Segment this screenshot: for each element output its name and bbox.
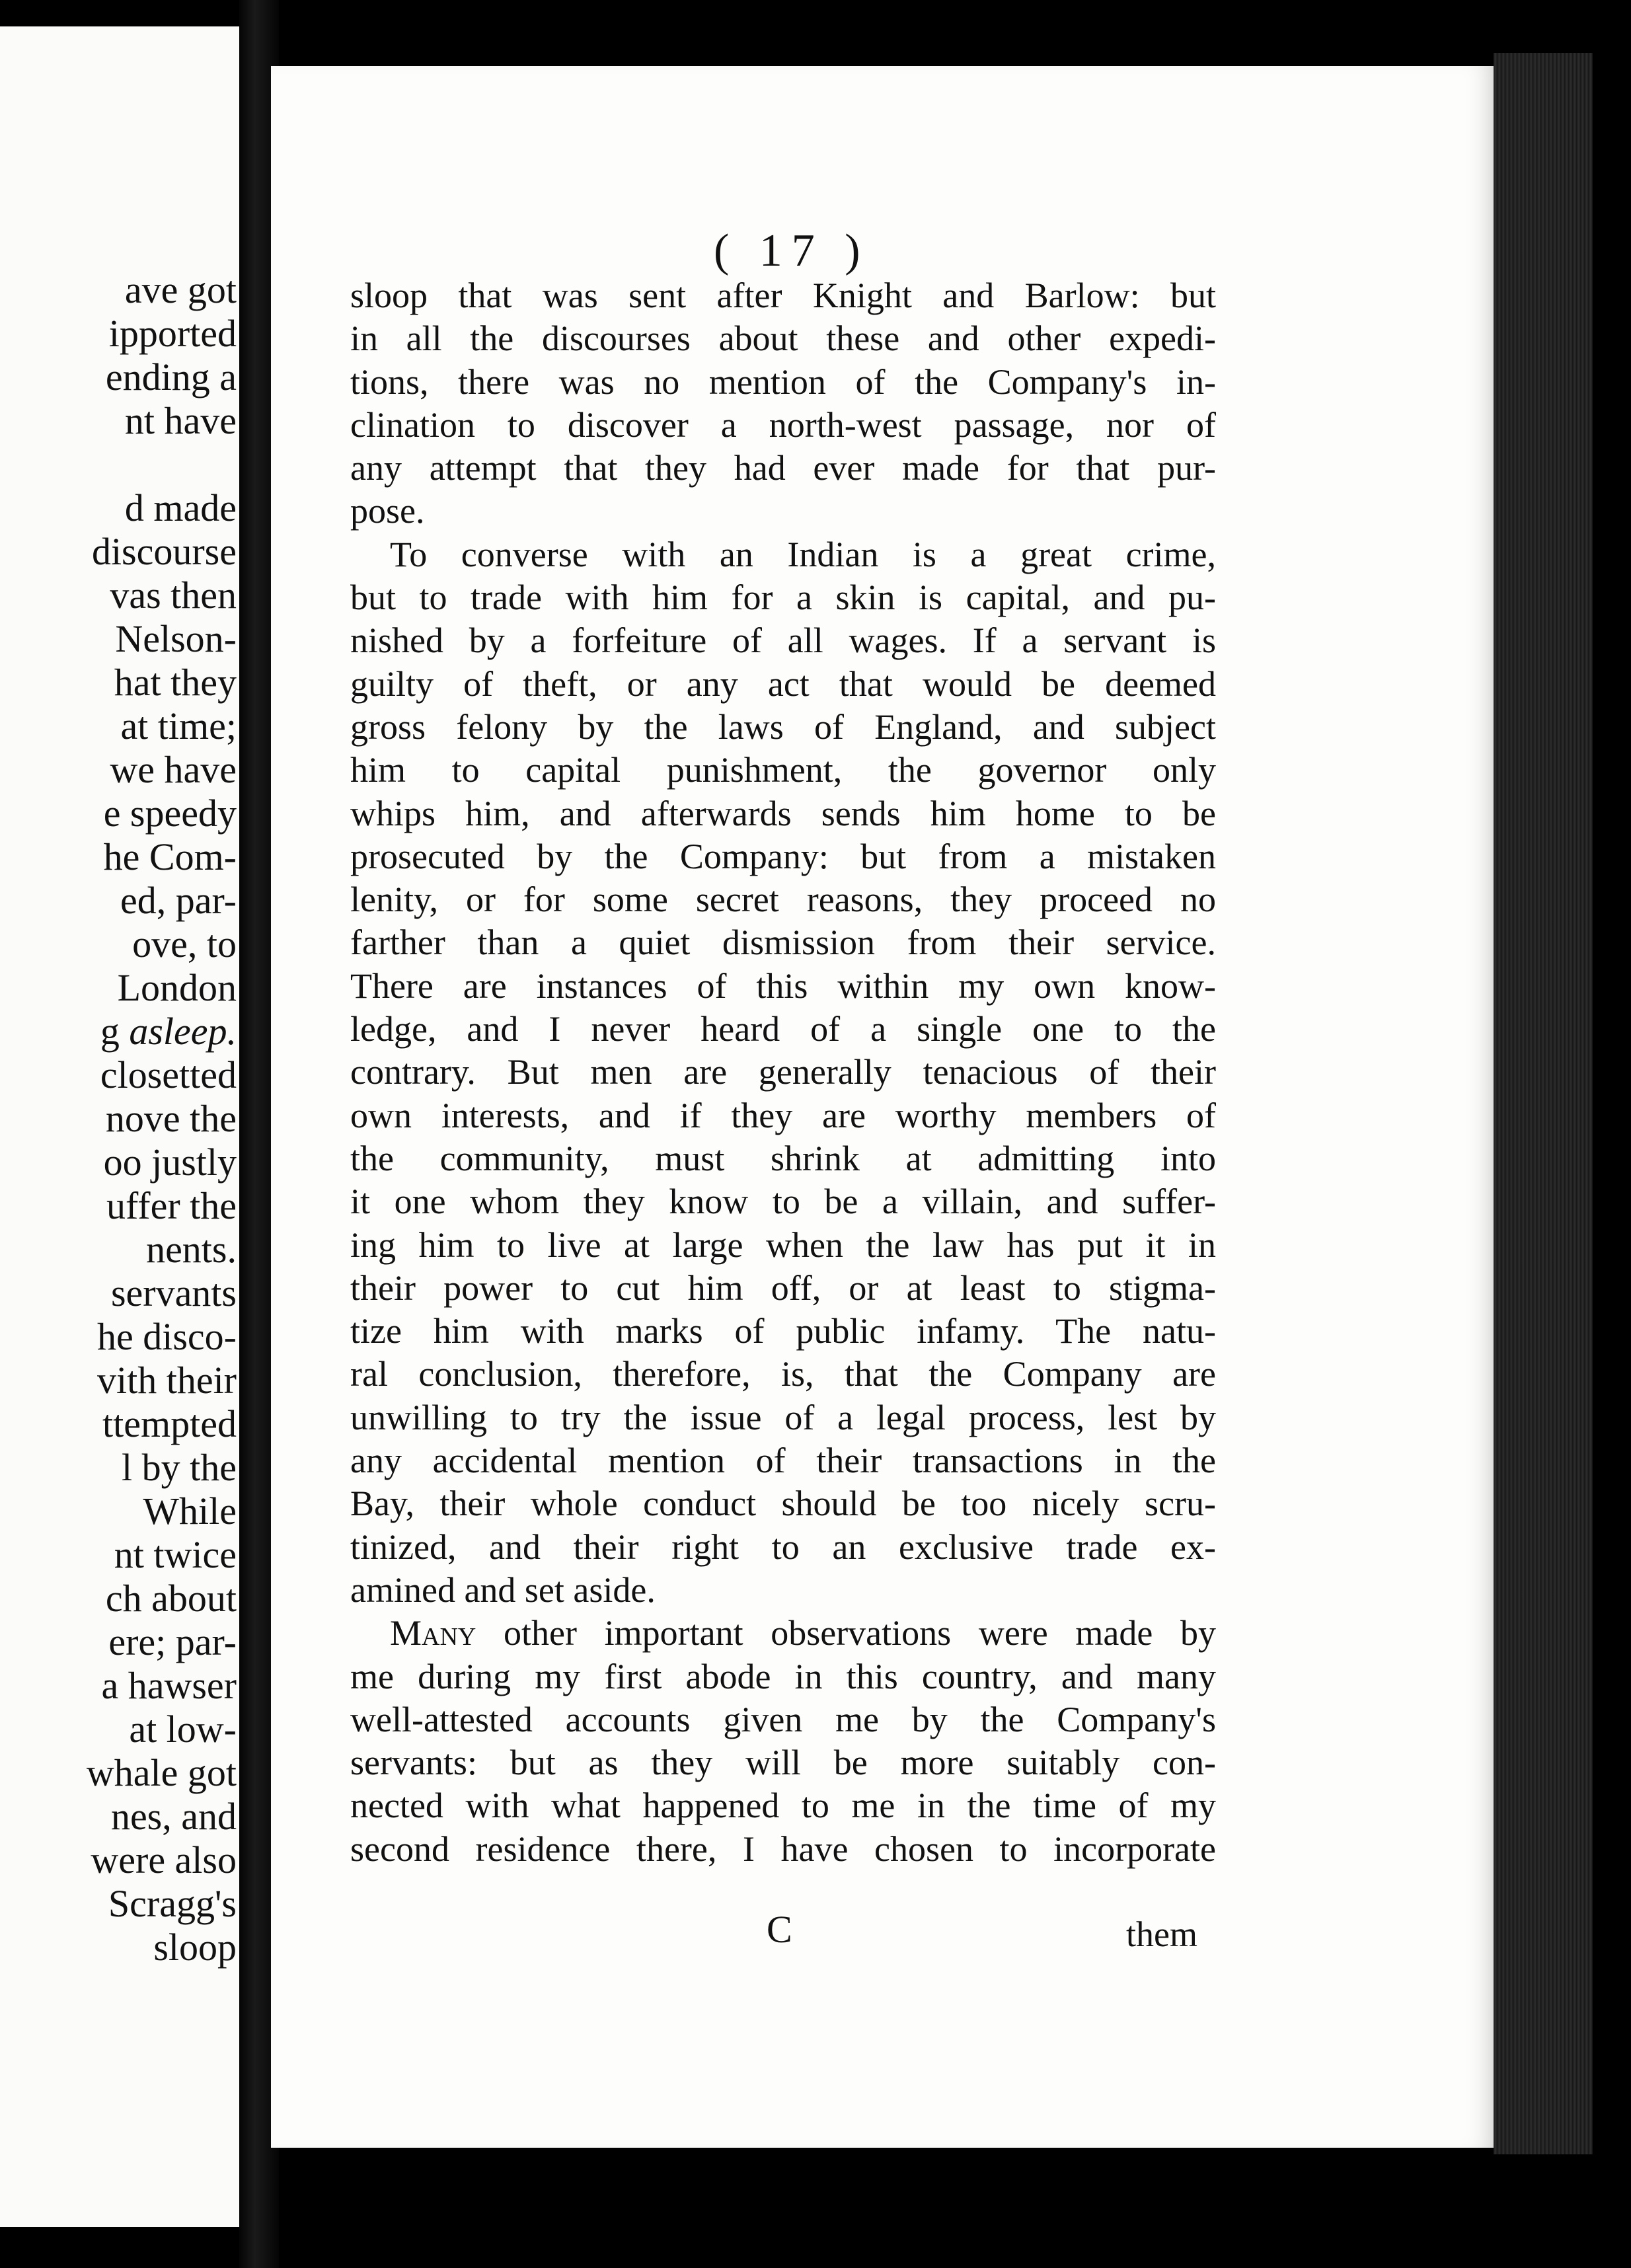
left-text-fragment: at low- [129,1708,237,1751]
text-line: clination to discover a north-west passage, nor of [350,404,1216,445]
text-line: servants: but as they will be more suitably con- [350,1743,1216,1783]
left-text-fragment: at time; [120,704,237,747]
left-text-fragment: oo justly [103,1141,237,1184]
text-line: lenity, or for some secret reasons, they proceed no [350,880,1216,920]
page-number: ( 17 ) [714,225,870,276]
left-text-fragment: l by the [122,1446,237,1489]
left-text-fragment: g asleep. [100,1010,237,1053]
left-text-fragment: ipported [108,312,237,355]
text-line: prosecuted by the Company: but from a mistaken [350,836,1216,876]
text-line: ledge, and I never heard of a single one to the [350,1009,1216,1049]
body-text [350,274,1216,1871]
text-line: in all the discourses about these and other expedi- [350,319,1216,359]
left-text-fragment: ttempted [102,1402,237,1445]
left-text-fragment: vith their [96,1359,237,1402]
text-line: ral conclusion, therefore, is, that the Company are [350,1354,1216,1394]
left-text-fragment: closetted [100,1053,237,1096]
left-text-fragment: nt have [124,399,237,442]
italic-word: asleep. [129,1010,237,1053]
text-line: There are instances of this within my own know- [350,965,1216,1006]
left-page [0,26,243,2227]
left-text-fragment: were also [91,1838,237,1881]
left-text-fragment: nove the [105,1097,237,1140]
text-line: To converse with an Indian is a great crime, [390,534,1216,574]
left-text-fragment: discourse [91,530,237,573]
text-line: Many other important observations were made by [390,1613,1216,1653]
left-text-fragment: ed, par- [120,879,237,922]
left-text-fragment: Nelson- [115,617,237,660]
text-line: their power to cut him off, or at least to stigma- [350,1267,1216,1308]
page-edge [1494,53,1593,2154]
text-line: guilty of theft, or any act that would be deemed [350,663,1216,704]
left-text-fragment: ch about [105,1577,237,1620]
text-line: tions, there was no mention of the Company's in- [350,361,1216,402]
left-text-fragment: ending a [105,356,237,398]
text-line: him to capital punishment, the governor only [350,750,1216,790]
text-line: second residence there, I have chosen to incorporate [350,1829,1216,1869]
text-line: nected with what happened to me in the time of my [350,1786,1216,1826]
left-text-fragment: nes, and [110,1795,237,1838]
text-line: unwilling to try the issue of a legal process, lest by [350,1397,1216,1437]
text-line: ing him to live at large when the law has put it in [350,1225,1216,1265]
text-line: whips him, and afterwards sends him home to be [350,793,1216,833]
small-caps-word: Many [390,1613,476,1653]
text-line: tinized, and their right to an exclusive trade ex- [350,1527,1216,1567]
left-text-fragment: we have [110,748,237,791]
text-line: me during my first abode in this country, and many [350,1656,1216,1696]
left-text-fragment: d made [124,486,237,529]
left-text-fragment: ove, to [132,923,237,965]
left-text-fragment: nt twice [114,1533,237,1576]
left-text-fragment: a hawser [101,1664,237,1707]
left-text-fragment: whale got [86,1751,237,1794]
text-line: any accidental mention of their transactions in the [350,1441,1216,1481]
text-line: amined and set aside. [350,1569,656,1610]
left-text-fragment: hat they [114,661,237,704]
left-text-fragment: vas then [110,574,237,617]
text-line: contrary. But men are generally tenacious of their [350,1052,1216,1092]
text-line: any attempt that they had ever made for that pur- [350,448,1216,488]
left-text-fragment: Scragg's [108,1882,237,1925]
left-text-fragment: uffer the [106,1184,237,1227]
text-line: nished by a forfeiture of all wages. If a servant is [350,621,1216,661]
text-line: Bay, their whole conduct should be too nicely scru- [350,1484,1216,1524]
text-line: the community, must shrink at admitting into [350,1138,1216,1178]
text-line: but to trade with him for a skin is capital, and pu- [350,578,1216,618]
text-line: well-attested accounts given me by the Company's [350,1699,1216,1739]
left-text-fragment: ere; par- [108,1620,237,1663]
text-line: sloop that was sent after Knight and Barlow: but [350,276,1216,315]
left-text-fragment: London [117,966,237,1009]
left-text-fragment: e speedy [103,792,237,835]
text-line: tize him with marks of public infamy. The natu- [350,1311,1216,1351]
text-line: gross felony by the laws of England, and subject [350,706,1216,747]
catchword: them [1126,1914,1197,1954]
text-line: pose. [350,491,425,531]
signature-mark: C [767,1908,792,1951]
left-text-fragment: nents. [146,1228,237,1271]
text-line: it one whom they know to be a villain, and suffer- [350,1182,1216,1222]
left-text-fragment: he disco- [97,1315,237,1358]
left-text-fragment: he Com- [103,835,237,878]
left-text-fragment: ave got [124,268,237,311]
text-line: own interests, and if they are worthy members of [350,1095,1216,1135]
left-text-fragment: sloop [153,1926,237,1969]
left-text-fragment: While [143,1490,237,1532]
left-text-fragment: servants [110,1271,237,1314]
text-line: farther than a quiet dismission from their service. [350,923,1216,963]
